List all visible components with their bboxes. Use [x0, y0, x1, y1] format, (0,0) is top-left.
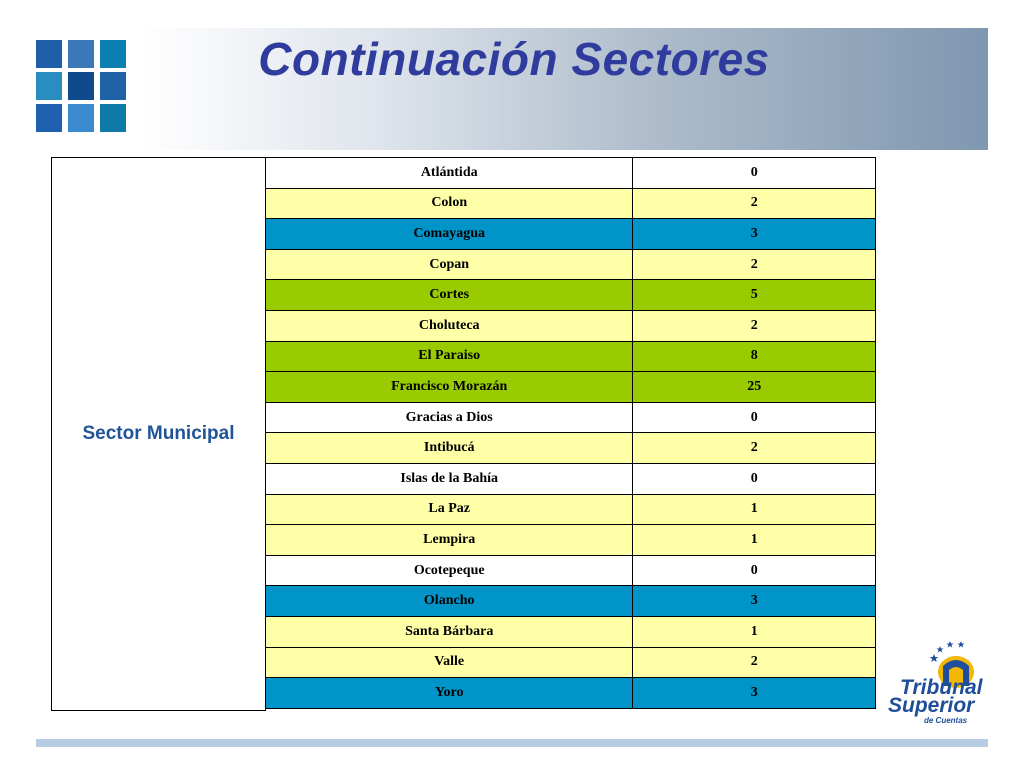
count-cell: 1 — [633, 525, 876, 556]
grid-square — [68, 104, 94, 132]
sector-cell — [51, 157, 266, 711]
department-cell: La Paz — [266, 494, 633, 525]
table-row — [266, 616, 876, 647]
footer-bar — [36, 739, 988, 747]
table-row — [266, 463, 876, 494]
table-row — [266, 188, 876, 219]
table-row — [266, 678, 876, 709]
department-cell: Islas de la Bahía — [266, 463, 633, 494]
table-row — [266, 555, 876, 586]
department-cell: Colon — [266, 188, 633, 219]
count-cell: 5 — [633, 280, 876, 311]
count-cell: 2 — [633, 647, 876, 678]
grid-square — [100, 104, 126, 132]
count-cell: 3 — [633, 678, 876, 709]
logo-line2: Superior — [888, 694, 975, 717]
count-cell: 3 — [633, 586, 876, 617]
department-cell: Lempira — [266, 525, 633, 556]
table-row — [266, 586, 876, 617]
department-cell: Francisco Morazán — [266, 372, 633, 403]
department-cell: Comayagua — [266, 219, 633, 250]
count-cell: 3 — [633, 219, 876, 250]
department-cell: Choluteca — [266, 310, 633, 341]
count-cell: 0 — [633, 555, 876, 586]
table-row — [266, 158, 876, 189]
logo-line3: de Cuentas — [924, 716, 968, 725]
count-cell: 0 — [633, 402, 876, 433]
department-cell: Yoro — [266, 678, 633, 709]
table-row — [266, 249, 876, 280]
department-cell: El Paraiso — [266, 341, 633, 372]
table-row — [266, 402, 876, 433]
table-row — [266, 310, 876, 341]
department-cell: Gracias a Dios — [266, 402, 633, 433]
count-cell: 2 — [633, 188, 876, 219]
table-row — [266, 525, 876, 556]
count-cell: 25 — [633, 372, 876, 403]
table-row — [266, 494, 876, 525]
table-row — [266, 433, 876, 464]
table-row — [266, 219, 876, 250]
department-cell: Ocotepeque — [266, 555, 633, 586]
slide-title: Continuación Sectores — [258, 33, 770, 85]
count-cell: 8 — [633, 341, 876, 372]
table-row — [266, 280, 876, 311]
count-cell: 2 — [633, 433, 876, 464]
department-cell: Olancho — [266, 586, 633, 617]
department-cell: Atlántida — [266, 158, 633, 189]
departments-table — [265, 157, 876, 709]
tribunal-superior-de-cuentas-logo — [884, 640, 994, 732]
count-cell: 0 — [633, 463, 876, 494]
count-cell: 0 — [633, 158, 876, 189]
department-cell: Cortes — [266, 280, 633, 311]
table-row — [266, 372, 876, 403]
department-cell: Intibucá — [266, 433, 633, 464]
department-cell: Copan — [266, 249, 633, 280]
count-cell: 1 — [633, 494, 876, 525]
table-row — [266, 647, 876, 678]
table-row — [266, 341, 876, 372]
count-cell: 1 — [633, 616, 876, 647]
logo-line1: Tribunal — [900, 676, 983, 699]
count-cell: 2 — [633, 310, 876, 341]
department-cell: Valle — [266, 647, 633, 678]
department-cell: Santa Bárbara — [266, 616, 633, 647]
grid-square — [36, 104, 62, 132]
sector-label: Sector Municipal — [82, 423, 235, 444]
count-cell: 2 — [633, 249, 876, 280]
